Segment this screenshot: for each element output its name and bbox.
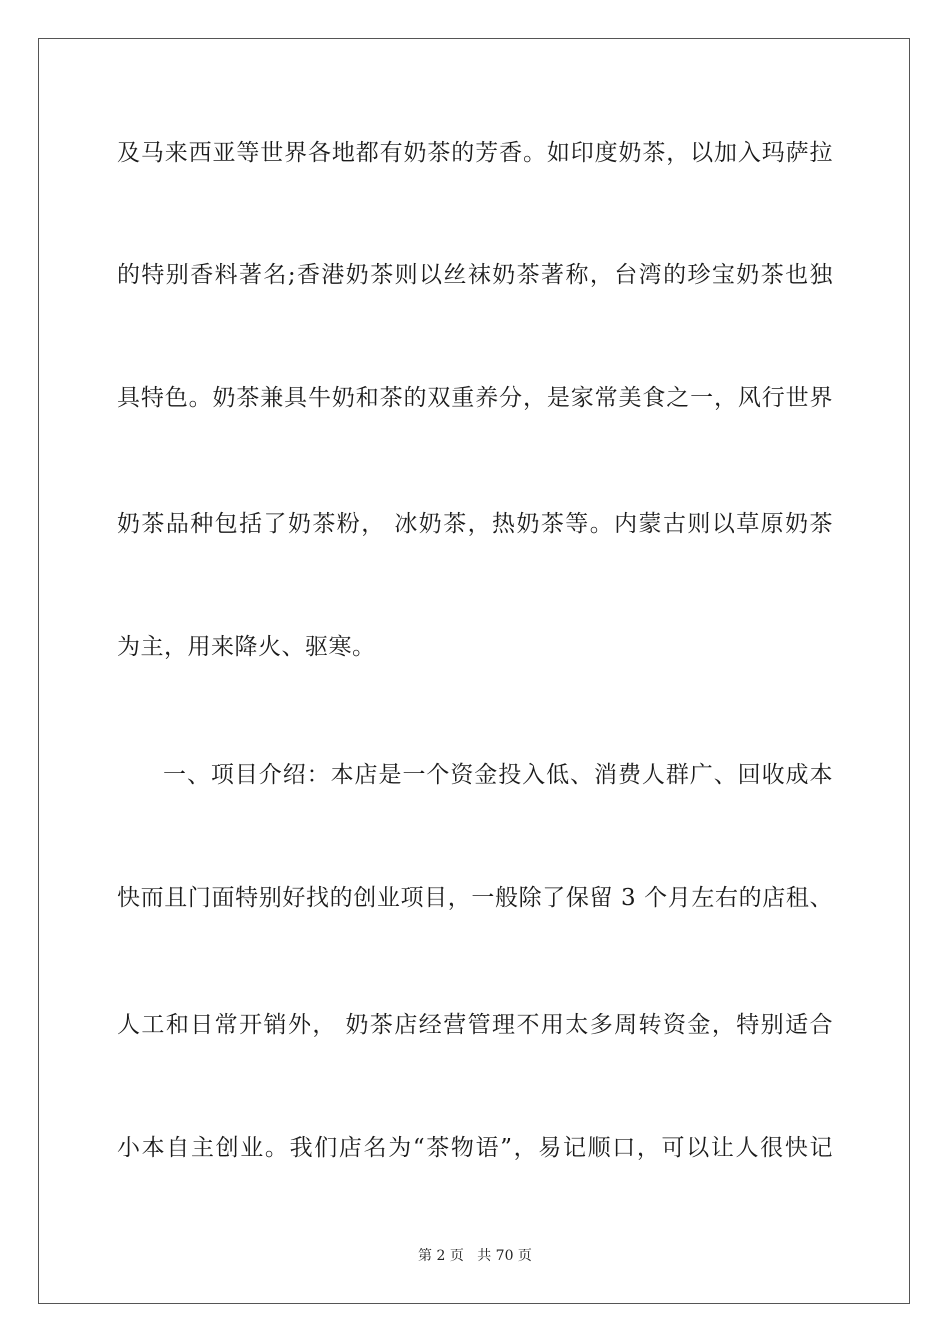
body-text-line-6: 一、项目介绍：本店是一个资金投入低、消费人群广、回收成本: [163, 762, 833, 788]
body-text-line-1: 及马来西亚等世界各地都有奶茶的芳香。如印度奶茶，以加入玛萨拉: [117, 140, 833, 166]
body-text-line-2: 的特别香料著名;香港奶茶则以丝袜奶茶著称，台湾的珍宝奶茶也独: [117, 262, 833, 288]
page-number: 第 2 页: [418, 1248, 464, 1264]
page-total: 共 70 页: [477, 1248, 532, 1264]
body-text-line-5: 为主，用来降火、驱寒。: [117, 634, 376, 660]
body-text-line-9: 小本自主创业。我们店名为“茶物语”，易记顺口，可以让人很快记: [117, 1135, 833, 1161]
body-text-line-8: 人工和日常开销外， 奶茶店经营管理不用太多周转资金，特别适合: [117, 1012, 833, 1038]
body-text-line-4: 奶茶品种包括了奶茶粉， 冰奶茶，热奶茶等。内蒙古则以草原奶茶: [117, 511, 833, 537]
body-text-line-7: 快而且门面特别好找的创业项目，一般除了保留 3 个月左右的店租、: [117, 885, 833, 911]
page-border: [38, 38, 910, 1304]
page-footer: [0, 1246, 950, 1266]
body-text-line-3: 具特色。奶茶兼具牛奶和茶的双重养分，是家常美食之一，风行世界: [117, 385, 833, 411]
